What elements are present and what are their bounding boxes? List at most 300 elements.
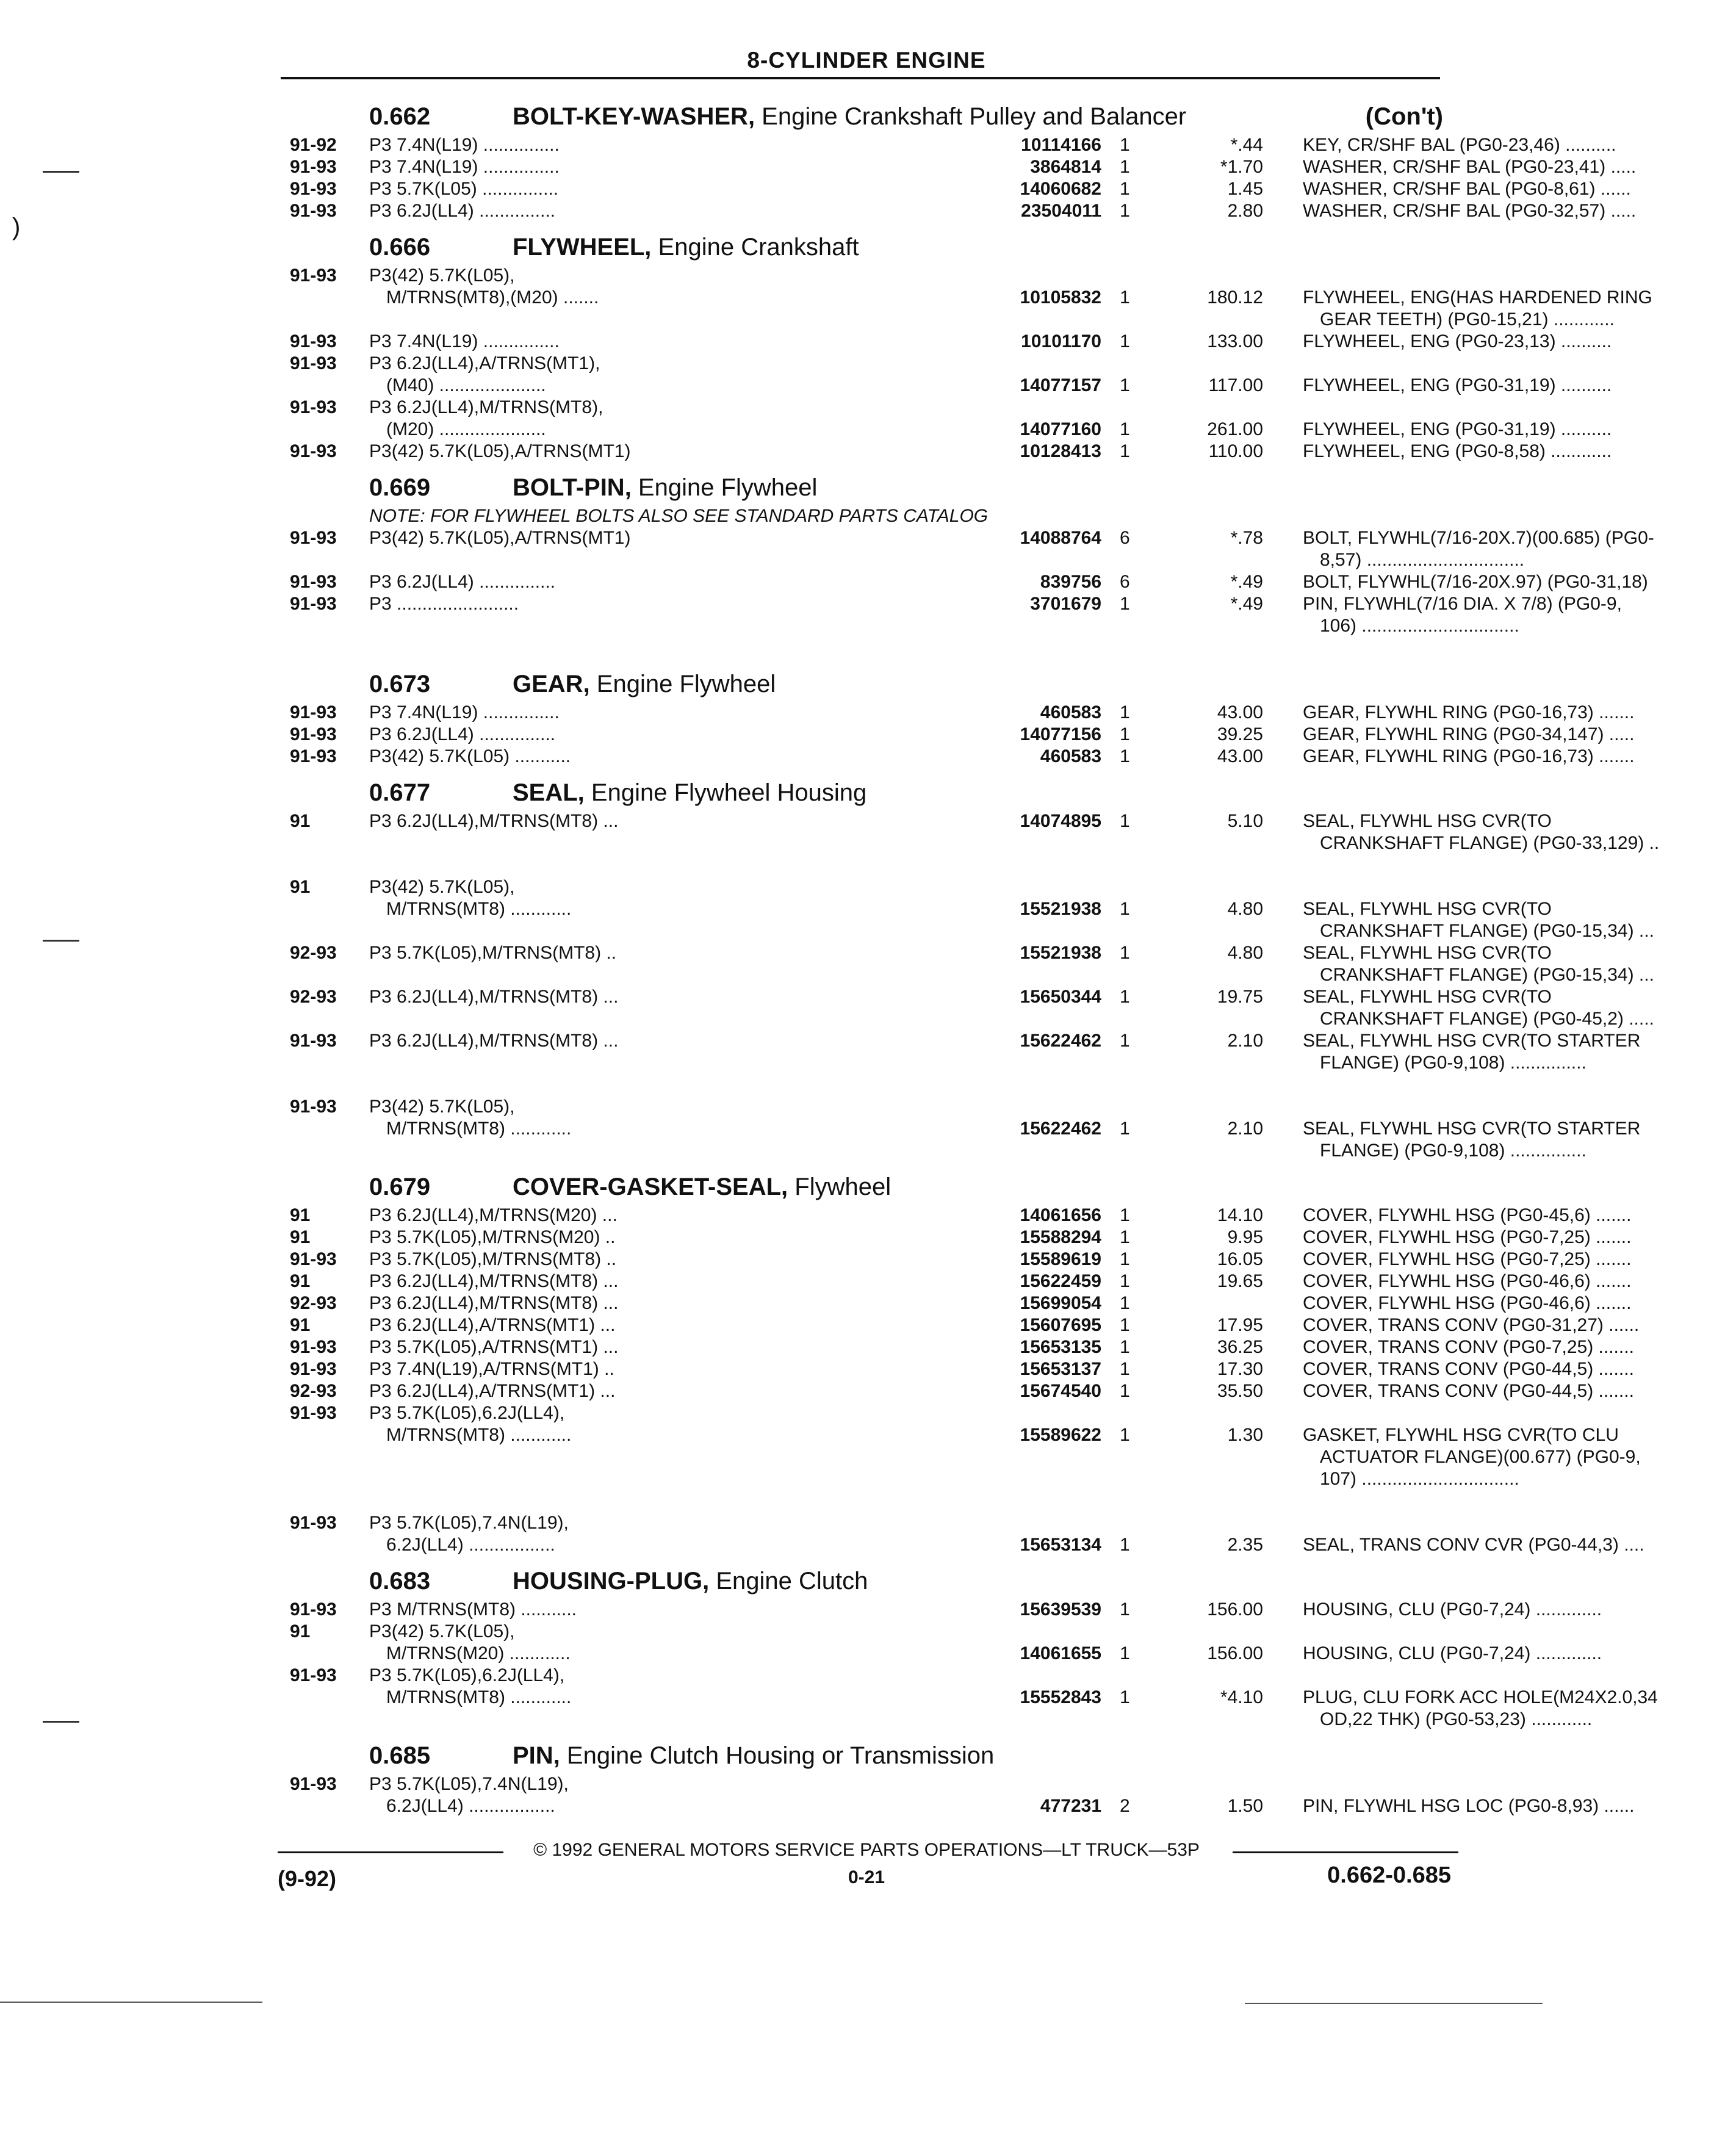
section-heading xyxy=(290,659,1443,702)
revision-date: (9-92) xyxy=(278,1866,337,1891)
application-line: P3 M/TRNS(MT8) ........... xyxy=(369,1599,577,1620)
parts-catalog-content xyxy=(290,92,1660,1817)
part-number: 15589619 xyxy=(1020,1249,1101,1269)
description-line: COVER, FLYWHL HSG (PG0-45,6) ....... xyxy=(1303,1205,1632,1225)
application-line: (M20) ..................... xyxy=(386,419,546,439)
quantity: 1 xyxy=(1120,943,1130,963)
application xyxy=(369,265,992,309)
part-entry xyxy=(290,1380,1634,1402)
application xyxy=(369,571,992,593)
quantity: 1 xyxy=(1120,702,1130,723)
part-entry xyxy=(290,331,1612,353)
model-years: 91-93 xyxy=(290,331,337,351)
part-entry xyxy=(290,265,1652,331)
part-entry xyxy=(290,1336,1634,1358)
description-line: 107) ............................... xyxy=(1320,1469,1519,1489)
price: 4.80 xyxy=(1227,943,1263,963)
section-heading xyxy=(290,1556,1443,1599)
quantity: 1 xyxy=(1120,811,1130,831)
price: 17.30 xyxy=(1217,1359,1263,1379)
description-line: SEAL, TRANS CONV CVR (PG0-44,3) .... xyxy=(1303,1535,1644,1555)
price: 261.00 xyxy=(1207,419,1263,439)
model-years: 91-93 xyxy=(290,265,337,286)
model-years: 92-93 xyxy=(290,1381,337,1401)
application xyxy=(369,1096,992,1140)
price: 19.65 xyxy=(1217,1271,1263,1291)
section-title-bold: SEAL, xyxy=(513,779,585,806)
price: 2.10 xyxy=(1227,1031,1263,1051)
scan-edge-line xyxy=(0,2002,262,2003)
section-title xyxy=(513,1173,891,1201)
price: 16.05 xyxy=(1217,1249,1263,1269)
description-line: FLYWHEEL, ENG(HAS HARDENED RING xyxy=(1303,287,1652,308)
quantity: 1 xyxy=(1120,1359,1130,1379)
price: *4.10 xyxy=(1220,1687,1263,1707)
model-years: 91-93 xyxy=(290,1097,337,1117)
description-line: COVER, FLYWHL HSG (PG0-7,25) ....... xyxy=(1303,1249,1632,1269)
description-line: GEAR, FLYWHL RING (PG0-16,73) ....... xyxy=(1303,746,1635,766)
section-note: NOTE: FOR FLYWHEEL BOLTS ALSO SEE STANDARD PARTS CATALOG xyxy=(369,506,989,526)
description-line: FLANGE) (PG0-9,108) ............... xyxy=(1320,1141,1587,1161)
price: 156.00 xyxy=(1207,1599,1263,1620)
application xyxy=(369,527,992,549)
description xyxy=(1303,527,1736,571)
part-entry xyxy=(290,1665,1658,1731)
part-number: 15588294 xyxy=(1020,1227,1101,1247)
application-line: P3(42) 5.7K(L05), xyxy=(369,265,515,286)
description-line: HOUSING, CLU (PG0-7,24) ............. xyxy=(1303,1599,1602,1620)
price: 4.80 xyxy=(1227,899,1263,919)
section-title-rest: Engine Flywheel xyxy=(589,671,776,697)
description xyxy=(1303,571,1736,593)
part-entry xyxy=(290,1314,1640,1336)
description xyxy=(1303,593,1736,637)
margin-mark xyxy=(43,171,79,173)
part-entry xyxy=(290,746,1635,768)
model-years: 91 xyxy=(290,877,311,897)
price: 17.95 xyxy=(1217,1315,1263,1335)
footer-copyright: © 1992 GENERAL MOTORS SERVICE PARTS OPERATIONS—LT TRUCK—53P xyxy=(533,1840,1200,1860)
part-number: 15653134 xyxy=(1020,1535,1101,1555)
section-number: 0.679 xyxy=(369,1173,431,1200)
price: 19.75 xyxy=(1217,987,1263,1007)
price: 43.00 xyxy=(1217,746,1263,766)
price: 2.35 xyxy=(1227,1535,1263,1555)
application-line: P3 6.2J(LL4) ............... xyxy=(369,201,556,221)
application-line: P3 6.2J(LL4) ............... xyxy=(369,572,556,592)
application-line: P3 5.7K(L05),7.4N(L19), xyxy=(369,1774,569,1794)
price: 2.10 xyxy=(1227,1119,1263,1139)
quantity: 1 xyxy=(1120,594,1130,614)
section-title-bold: COVER-GASKET-SEAL, xyxy=(513,1173,788,1200)
model-years: 91-93 xyxy=(290,441,337,461)
section-title xyxy=(513,671,776,698)
application xyxy=(369,156,992,178)
application-line: P3 6.2J(LL4),M/TRNS(MT8) ... xyxy=(369,811,619,831)
price: 39.25 xyxy=(1217,724,1263,744)
description xyxy=(1303,1424,1736,1490)
part-entry xyxy=(290,1227,1632,1249)
description xyxy=(1303,1795,1736,1817)
quantity: 1 xyxy=(1120,724,1130,744)
description-line: SEAL, FLYWHL HSG CVR(TO xyxy=(1303,943,1552,963)
description xyxy=(1303,1292,1736,1314)
description xyxy=(1303,942,1736,986)
part-number: 10114166 xyxy=(1021,135,1101,155)
model-years: 91 xyxy=(290,1315,311,1335)
section-title-bold: HOUSING-PLUG, xyxy=(513,1568,710,1595)
part-number: 10105832 xyxy=(1020,287,1101,308)
margin-mark xyxy=(43,1721,79,1723)
section-title-bold: BOLT-PIN, xyxy=(513,474,632,501)
price: 36.25 xyxy=(1217,1337,1263,1357)
price: *1.70 xyxy=(1220,157,1263,177)
price: *.49 xyxy=(1230,572,1263,592)
part-entry xyxy=(290,353,1612,397)
price: 43.00 xyxy=(1217,702,1263,723)
application xyxy=(369,134,992,156)
quantity: 1 xyxy=(1120,1315,1130,1335)
part-number: 23504011 xyxy=(1021,201,1101,221)
quantity: 1 xyxy=(1120,1337,1130,1357)
description-line: GASKET, FLYWHL HSG CVR(TO CLU xyxy=(1303,1425,1619,1445)
part-entry xyxy=(290,1512,1644,1556)
section-title-rest: Engine Clutch Housing or Transmission xyxy=(560,1742,995,1769)
application-line: P3 5.7K(L05),M/TRNS(MT8) .. xyxy=(369,943,617,963)
application-line: P3 6.2J(LL4),M/TRNS(MT8) ... xyxy=(369,987,619,1007)
model-years: 91-93 xyxy=(290,702,337,723)
page-number: 0-21 xyxy=(848,1867,885,1887)
application xyxy=(369,331,992,353)
description xyxy=(1303,702,1736,724)
quantity: 1 xyxy=(1120,1293,1130,1313)
application-line: P3 7.4N(L19) ............... xyxy=(369,331,560,351)
application xyxy=(369,353,992,397)
application-line: P3(42) 5.7K(L05), xyxy=(369,1097,515,1117)
part-number: 460583 xyxy=(1040,702,1101,723)
application xyxy=(369,1270,992,1292)
model-years: 91 xyxy=(290,1621,311,1642)
part-number: 15653137 xyxy=(1020,1359,1101,1379)
description-line: GEAR TEETH) (PG0-15,21) ............ xyxy=(1320,309,1615,330)
application-line: P3(42) 5.7K(L05), xyxy=(369,1621,515,1642)
application xyxy=(369,178,992,200)
application xyxy=(369,746,992,768)
section-range: 0.662-0.685 xyxy=(1327,1862,1451,1888)
description xyxy=(1303,1599,1736,1621)
quantity: 1 xyxy=(1120,1249,1130,1269)
description xyxy=(1303,1314,1736,1336)
model-years: 91 xyxy=(290,1205,311,1225)
model-years: 91 xyxy=(290,811,311,831)
part-entry xyxy=(290,200,1637,222)
description xyxy=(1303,1358,1736,1380)
quantity: 1 xyxy=(1120,1687,1130,1707)
part-entry xyxy=(290,810,1660,876)
part-number: 14060682 xyxy=(1020,179,1101,199)
part-number: 15622462 xyxy=(1020,1031,1101,1051)
description-line: HOUSING, CLU (PG0-7,24) ............. xyxy=(1303,1643,1602,1663)
price: 117.00 xyxy=(1208,375,1263,395)
application-line: P3 5.7K(L05),M/TRNS(M20) .. xyxy=(369,1227,616,1247)
model-years: 92-93 xyxy=(290,987,337,1007)
header-rule xyxy=(281,77,1440,79)
application xyxy=(369,441,992,463)
description-line: SEAL, FLYWHL HSG CVR(TO xyxy=(1303,987,1552,1007)
part-number: 15552843 xyxy=(1020,1687,1101,1707)
quantity: 1 xyxy=(1120,1535,1130,1555)
description-line: FLYWHEEL, ENG (PG0-31,19) .......... xyxy=(1303,375,1612,395)
section-number: 0.673 xyxy=(369,671,431,697)
description-line: SEAL, FLYWHL HSG CVR(TO xyxy=(1303,899,1552,919)
model-years: 91-93 xyxy=(290,528,337,548)
model-years: 92-93 xyxy=(290,1293,337,1313)
description-line: CRANKSHAFT FLANGE) (PG0-15,34) ... xyxy=(1320,965,1654,985)
margin-mark xyxy=(43,940,79,942)
quantity: 1 xyxy=(1120,987,1130,1007)
description-line: CRANKSHAFT FLANGE) (PG0-45,2) ..... xyxy=(1320,1009,1654,1029)
price: 180.12 xyxy=(1207,287,1263,308)
part-entry xyxy=(290,1030,1641,1096)
description xyxy=(1303,134,1736,156)
application-line: P3 7.4N(L19) ............... xyxy=(369,157,560,177)
section-heading xyxy=(290,768,1443,810)
description-line: COVER, FLYWHL HSG (PG0-46,6) ....... xyxy=(1303,1293,1632,1313)
description xyxy=(1303,1205,1736,1227)
application-line: M/TRNS(MT8) ............ xyxy=(386,1425,572,1445)
description-line: WASHER, CR/SHF BAL (PG0-32,57) ..... xyxy=(1303,201,1637,221)
page-title: 8-CYLINDER ENGINE xyxy=(747,48,986,73)
application xyxy=(369,1773,992,1817)
application-line: P3 5.7K(L05) ............... xyxy=(369,179,559,199)
description xyxy=(1303,1118,1736,1162)
description xyxy=(1303,1336,1736,1358)
description xyxy=(1303,1380,1736,1402)
section-number: 0.666 xyxy=(369,234,431,261)
section-title-rest: Flywheel xyxy=(788,1173,891,1200)
section-heading xyxy=(290,463,1443,505)
application-line: P3 5.7K(L05),M/TRNS(MT8) .. xyxy=(369,1249,617,1269)
application xyxy=(369,986,992,1008)
part-entry xyxy=(290,593,1622,659)
application-line: P3 6.2J(LL4),M/TRNS(MT8) ... xyxy=(369,1271,619,1291)
part-entry xyxy=(290,1249,1632,1270)
part-entry xyxy=(290,1096,1641,1162)
model-years: 91-93 xyxy=(290,1513,337,1533)
description-line: SEAL, FLYWHL HSG CVR(TO STARTER xyxy=(1303,1031,1641,1051)
description xyxy=(1303,1270,1736,1292)
part-number: 14077156 xyxy=(1020,724,1101,744)
part-number: 14077160 xyxy=(1020,419,1101,439)
application-line: P3 6.2J(LL4),M/TRNS(MT8) ... xyxy=(369,1293,619,1313)
quantity: 1 xyxy=(1120,179,1130,199)
model-years: 91-93 xyxy=(290,724,337,744)
application xyxy=(369,1380,992,1402)
section-number: 0.677 xyxy=(369,779,431,806)
application-line: (M40) ..................... xyxy=(386,375,546,395)
part-number: 14061656 xyxy=(1020,1205,1101,1225)
description-line: COVER, TRANS CONV (PG0-31,27) ...... xyxy=(1303,1315,1640,1335)
quantity: 1 xyxy=(1120,1205,1130,1225)
description-line: ACTUATOR FLANGE)(00.677) (PG0-9, xyxy=(1320,1447,1641,1467)
section-title xyxy=(513,779,866,807)
model-years: 91-93 xyxy=(290,1774,337,1794)
quantity: 1 xyxy=(1120,375,1130,395)
description-line: FLANGE) (PG0-9,108) ............... xyxy=(1320,1053,1587,1073)
application-line: P3 6.2J(LL4) ............... xyxy=(369,724,556,744)
section-title xyxy=(513,474,817,502)
part-number: 15589622 xyxy=(1020,1425,1101,1445)
section-title-bold: FLYWHEEL, xyxy=(513,234,652,261)
description-line: SEAL, FLYWHL HSG CVR(TO STARTER xyxy=(1303,1119,1641,1139)
description-line: FLYWHEEL, ENG (PG0-8,58) ............ xyxy=(1303,441,1612,461)
description-line: WASHER, CR/SHF BAL (PG0-8,61) ...... xyxy=(1303,179,1631,199)
application xyxy=(369,1621,992,1665)
quantity: 1 xyxy=(1120,899,1130,919)
model-years: 91-93 xyxy=(290,1403,337,1423)
application-line: P3 7.4N(L19) ............... xyxy=(369,702,560,723)
description-line: GEAR, FLYWHL RING (PG0-34,147) ..... xyxy=(1303,724,1635,744)
description xyxy=(1303,331,1736,353)
model-years: 91-93 xyxy=(290,179,337,199)
application xyxy=(369,1336,992,1358)
model-years: 91-93 xyxy=(290,397,337,417)
application-line: M/TRNS(MT8) ............ xyxy=(386,1687,572,1707)
section-number: 0.669 xyxy=(369,474,431,501)
part-number: 15639539 xyxy=(1020,1599,1101,1620)
application-line: M/TRNS(M20) ............ xyxy=(386,1643,571,1663)
application-line: P3(42) 5.7K(L05),A/TRNS(MT1) xyxy=(369,528,631,548)
description xyxy=(1303,1227,1736,1249)
part-number: 14088764 xyxy=(1020,528,1101,548)
description-line: PIN, FLYWHL(7/16 DIA. X 7/8) (PG0-9, xyxy=(1303,594,1622,614)
continued-label: (Con't) xyxy=(1365,103,1443,130)
part-entry xyxy=(290,397,1612,441)
part-number: 15674540 xyxy=(1020,1381,1101,1401)
description xyxy=(1303,986,1736,1030)
part-entry xyxy=(290,1773,1635,1817)
section-title xyxy=(513,1568,868,1595)
description xyxy=(1303,441,1736,463)
price: 1.45 xyxy=(1227,179,1263,199)
description xyxy=(1303,1030,1736,1074)
part-entry xyxy=(290,1358,1634,1380)
description xyxy=(1303,1643,1736,1665)
quantity: 1 xyxy=(1120,1381,1130,1401)
quantity: 1 xyxy=(1120,157,1130,177)
description xyxy=(1303,810,1736,854)
part-entry xyxy=(290,986,1654,1030)
application-line: P3 ........................ xyxy=(369,594,519,614)
part-entry xyxy=(290,1292,1632,1314)
application-line: P3(42) 5.7K(L05), xyxy=(369,877,515,897)
application xyxy=(369,702,992,724)
quantity: 1 xyxy=(1120,1599,1130,1620)
application-line: P3 7.4N(L19) ............... xyxy=(369,135,560,155)
description xyxy=(1303,1249,1736,1270)
model-years: 91-93 xyxy=(290,201,337,221)
model-years: 91-93 xyxy=(290,1249,337,1269)
part-entry xyxy=(290,1270,1632,1292)
price: 9.95 xyxy=(1227,1227,1263,1247)
price: 14.10 xyxy=(1217,1205,1263,1225)
part-entry xyxy=(290,1599,1602,1621)
section-number: 0.683 xyxy=(369,1568,431,1595)
description xyxy=(1303,419,1736,441)
quantity: 1 xyxy=(1120,201,1130,221)
part-number: 15521938 xyxy=(1020,899,1101,919)
section-title-rest: Engine Crankshaft Pulley and Balancer xyxy=(755,103,1187,130)
quantity: 1 xyxy=(1120,331,1130,351)
description-line: COVER, TRANS CONV (PG0-7,25) ....... xyxy=(1303,1337,1634,1357)
part-number: 3701679 xyxy=(1030,594,1101,614)
description-line: PLUG, CLU FORK ACC HOLE(M24X2.0,34 xyxy=(1303,1687,1658,1707)
section-heading xyxy=(290,92,1443,134)
application xyxy=(369,1402,992,1446)
part-entry xyxy=(290,134,1616,156)
description-line: COVER, TRANS CONV (PG0-44,5) ....... xyxy=(1303,1359,1634,1379)
price: *.49 xyxy=(1230,594,1263,614)
model-years: 91-93 xyxy=(290,1665,337,1685)
section-title-bold: PIN, xyxy=(513,1742,560,1769)
description xyxy=(1303,1687,1736,1731)
quantity: 1 xyxy=(1120,287,1130,308)
section-number: 0.662 xyxy=(369,103,431,130)
application xyxy=(369,593,992,615)
application xyxy=(369,200,992,222)
description-line: 8,57) ............................... xyxy=(1320,550,1525,570)
model-years: 91-93 xyxy=(290,157,337,177)
section-title-bold: BOLT-KEY-WASHER, xyxy=(513,103,755,130)
price: 5.10 xyxy=(1227,811,1263,831)
application-line: P3(42) 5.7K(L05),A/TRNS(MT1) xyxy=(369,441,631,461)
application-line: 6.2J(LL4) ................. xyxy=(386,1535,555,1555)
description xyxy=(1303,200,1736,222)
description-line: WASHER, CR/SHF BAL (PG0-23,41) ..... xyxy=(1303,157,1637,177)
application-line: P3 5.7K(L05),6.2J(LL4), xyxy=(369,1665,565,1685)
section-title-rest: Engine Clutch xyxy=(709,1568,868,1595)
application-line: M/TRNS(MT8),(M20) ....... xyxy=(386,287,599,308)
section-title-rest: Engine Flywheel xyxy=(631,474,818,501)
description-line: COVER, FLYWHL HSG (PG0-46,6) ....... xyxy=(1303,1271,1632,1291)
model-years: 91-93 xyxy=(290,572,337,592)
part-number: 10128413 xyxy=(1020,441,1101,461)
application xyxy=(369,876,992,920)
model-years: 91-93 xyxy=(290,1031,337,1051)
description xyxy=(1303,724,1736,746)
description-line: GEAR, FLYWHL RING (PG0-16,73) ....... xyxy=(1303,702,1635,723)
quantity: 1 xyxy=(1120,1227,1130,1247)
application xyxy=(369,810,992,832)
quantity: 1 xyxy=(1120,1031,1130,1051)
price: *.78 xyxy=(1230,528,1263,548)
footer-rule xyxy=(278,1851,503,1853)
section-title xyxy=(513,234,859,261)
part-number: 839756 xyxy=(1040,572,1101,592)
part-entry xyxy=(290,156,1637,178)
part-entry xyxy=(290,1402,1641,1512)
description-line: 106) ............................... xyxy=(1320,616,1519,636)
part-number: 3864814 xyxy=(1030,157,1101,177)
part-number: 15699054 xyxy=(1020,1293,1101,1313)
description xyxy=(1303,156,1736,178)
model-years: 91-93 xyxy=(290,353,337,373)
application-line: P3 5.7K(L05),A/TRNS(MT1) ... xyxy=(369,1337,619,1357)
section-number: 0.685 xyxy=(369,1742,431,1769)
description-line: BOLT, FLYWHL(7/16-20X.97) (PG0-31,18) xyxy=(1303,572,1648,592)
application-line: M/TRNS(MT8) ............ xyxy=(386,899,572,919)
price: 110.00 xyxy=(1208,441,1263,461)
